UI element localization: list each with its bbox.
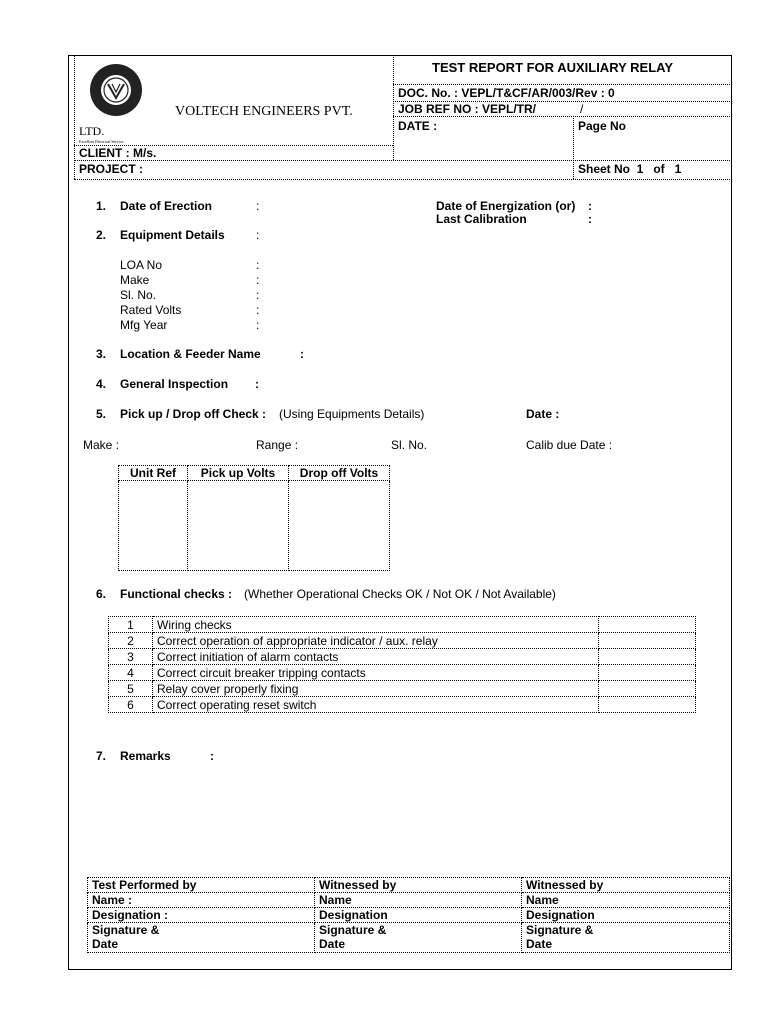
- s6-note: (Whether Operational Checks OK / Not OK / Not Available): [244, 587, 556, 601]
- sig-title-witness-1: Witnessed by: [315, 878, 522, 893]
- cell-pickup-volts[interactable]: [188, 481, 289, 571]
- field-slno: Sl. No.: [120, 288, 157, 302]
- sig-name-witness-1[interactable]: Name: [315, 893, 522, 908]
- sig-date-label: Date: [92, 937, 119, 951]
- field-colon: :: [256, 273, 260, 287]
- s1-colon: :: [256, 199, 260, 213]
- energization-colon: :: [588, 199, 592, 213]
- s4-label: General Inspection: [120, 377, 229, 391]
- check-text: Correct initiation of alarm contacts: [153, 649, 599, 665]
- field-colon: :: [256, 258, 260, 272]
- col-pickup-volts: Pick up Volts: [188, 466, 289, 481]
- s5-range: Range :: [256, 438, 299, 452]
- check-result[interactable]: [599, 665, 696, 681]
- cell-dropoff-volts[interactable]: [289, 481, 390, 571]
- sig-designation-witness-1[interactable]: Designation: [315, 908, 522, 923]
- header-divider: [393, 55, 394, 160]
- sig-date-label: Date: [319, 937, 346, 951]
- s2-label: Equipment Details: [120, 228, 225, 242]
- s5-note: (Using Equipments Details): [279, 407, 425, 421]
- project-label: PROJECT :: [79, 162, 144, 176]
- s1-num: 1.: [96, 199, 107, 213]
- check-number: 6: [109, 697, 153, 713]
- check-result[interactable]: [599, 617, 696, 633]
- sheet-number: Sheet No 1 of 1: [578, 162, 682, 176]
- company-name: VOLTECH ENGINEERS PVT.: [175, 104, 353, 119]
- s5-label: Pick up / Drop off Check :: [120, 407, 267, 421]
- field-colon: :: [256, 288, 260, 302]
- s2-colon: :: [256, 228, 260, 242]
- check-number: 1: [109, 617, 153, 633]
- sig-name-tester[interactable]: Name :: [88, 893, 315, 908]
- sig-signature-label: Signature &: [92, 923, 160, 937]
- s4-colon: :: [255, 377, 259, 391]
- check-result[interactable]: [599, 681, 696, 697]
- functional-checks-table: [108, 616, 696, 713]
- s1-label: Date of Erection: [120, 199, 213, 213]
- s4-num: 4.: [96, 377, 107, 391]
- company-tagline: Excellent Electrical Service: [79, 139, 124, 144]
- check-result[interactable]: [599, 649, 696, 665]
- s5-num: 5.: [96, 407, 107, 421]
- table-row: [109, 697, 696, 713]
- field-rated-volts: Rated Volts: [120, 303, 182, 317]
- field-colon: :: [256, 303, 260, 317]
- sig-designation-tester[interactable]: Designation :: [88, 908, 315, 923]
- date-label: DATE :: [398, 119, 438, 133]
- cell-unit-ref[interactable]: [119, 481, 188, 571]
- s2-num: 2.: [96, 228, 107, 242]
- calibration-label: Last Calibration: [436, 212, 527, 226]
- s3-colon: :: [300, 347, 304, 361]
- table-row: [109, 649, 696, 665]
- calibration-colon: :: [588, 212, 592, 226]
- sig-title-tester: Test Performed by: [88, 878, 315, 893]
- s3-num: 3.: [96, 347, 107, 361]
- sig-signature-witness-1[interactable]: [315, 923, 522, 953]
- sig-signature-label: Signature &: [319, 923, 387, 937]
- job-ref-slash: /: [580, 102, 584, 116]
- field-make: Make: [120, 273, 150, 287]
- s7-colon: :: [210, 749, 214, 763]
- field-colon: :: [256, 318, 260, 332]
- sig-signature-label: Signature &: [526, 923, 594, 937]
- company-ltd: LTD.: [79, 124, 105, 138]
- doc-number: DOC. No. : VEPL/T&CF/AR/003/Rev : 0: [398, 86, 615, 100]
- table-row: [109, 681, 696, 697]
- sig-date-label: Date: [526, 937, 553, 951]
- company-logo: [88, 62, 144, 118]
- table-row: [109, 665, 696, 681]
- check-text: Relay cover properly fixing: [153, 681, 599, 697]
- client-label: CLIENT : M/s.: [79, 146, 157, 160]
- s7-num: 7.: [96, 749, 107, 763]
- s5-slno: Sl. No.: [391, 438, 428, 452]
- s5-make: Make :: [83, 438, 120, 452]
- field-loa: LOA No: [120, 258, 163, 272]
- check-text: Correct operation of appropriate indicator / aux. relay: [153, 633, 599, 649]
- s6-label: Functional checks :: [120, 587, 233, 601]
- check-text: Correct operating reset switch: [153, 697, 599, 713]
- sig-title-witness-2: Witnessed by: [522, 878, 730, 893]
- field-mfg-year: Mfg Year: [120, 318, 168, 332]
- s5-calib: Calib due Date :: [526, 438, 613, 452]
- sig-signature-tester[interactable]: [88, 923, 315, 953]
- sig-signature-witness-2[interactable]: [522, 923, 730, 953]
- table-row: [109, 633, 696, 649]
- page-no-label: Page No: [578, 119, 627, 133]
- sig-name-witness-2[interactable]: Name: [522, 893, 730, 908]
- s7-label: Remarks: [120, 749, 171, 763]
- check-number: 2: [109, 633, 153, 649]
- check-result[interactable]: [599, 633, 696, 649]
- signature-table: [87, 877, 730, 953]
- s6-num: 6.: [96, 587, 107, 601]
- check-number: 4: [109, 665, 153, 681]
- energization-label: Date of Energization (or): [436, 199, 576, 213]
- pickup-table: [118, 465, 390, 571]
- col-dropoff-volts: Drop off Volts: [289, 466, 390, 481]
- check-number: 5: [109, 681, 153, 697]
- check-number: 3: [109, 649, 153, 665]
- col-unit-ref: Unit Ref: [119, 466, 188, 481]
- report-title: TEST REPORT FOR AUXILIARY RELAY: [432, 60, 674, 75]
- check-text: Correct circuit breaker tripping contacts: [153, 665, 599, 681]
- check-result[interactable]: [599, 697, 696, 713]
- table-row: [109, 617, 696, 633]
- sig-designation-witness-2[interactable]: Designation: [522, 908, 730, 923]
- s3-label: Location & Feeder Name: [120, 347, 261, 361]
- check-text: Wiring checks: [153, 617, 599, 633]
- s5-date-label: Date :: [526, 407, 560, 421]
- job-ref-number: JOB REF NO : VEPL/TR/: [398, 102, 537, 116]
